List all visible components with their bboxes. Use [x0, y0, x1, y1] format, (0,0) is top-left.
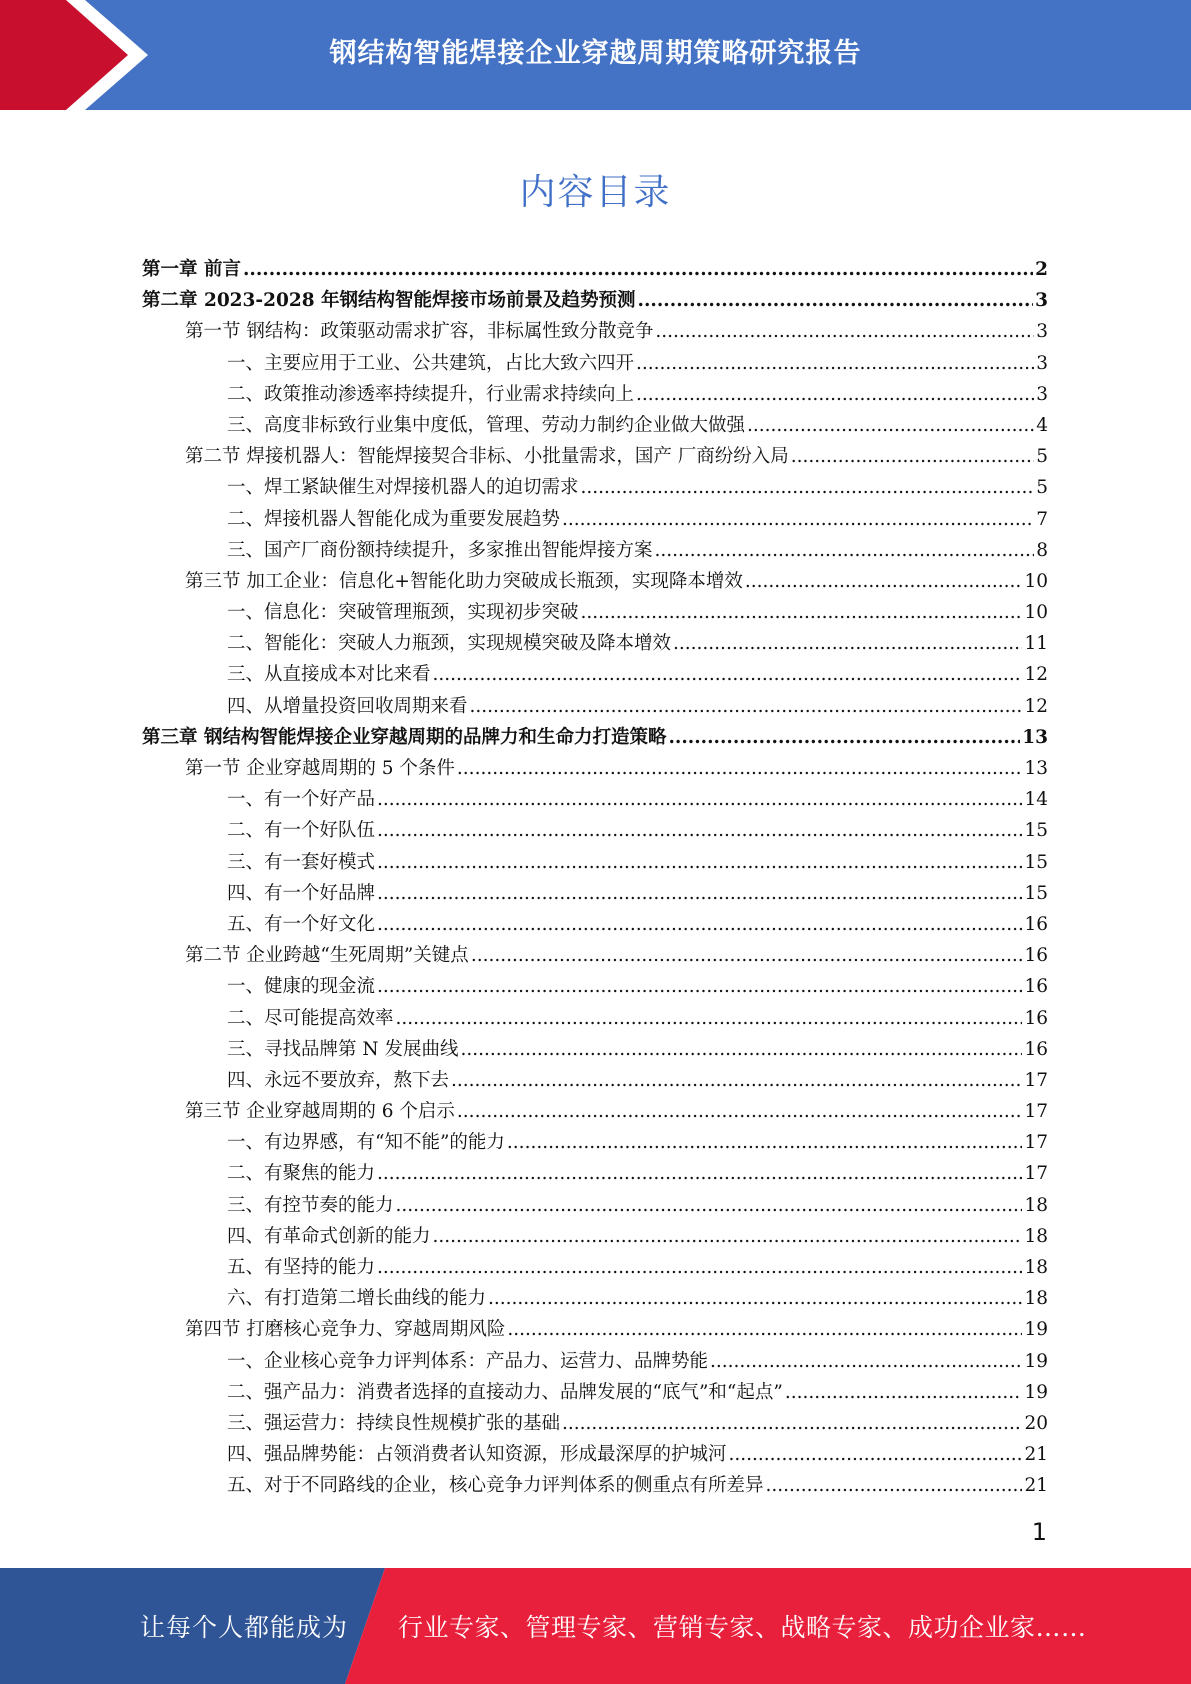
footer-banner — [0, 1568, 1191, 1684]
toc-entry-page: 17 — [1024, 1163, 1048, 1185]
document-title: 钢结构智能焊接企业穿越周期策略研究报告 — [329, 37, 862, 69]
toc-entry[interactable] — [142, 1096, 1048, 1127]
toc-dot-leader — [377, 784, 1022, 815]
toc-dot-leader — [710, 1346, 1022, 1377]
toc-entry-text: 第二节 焊接机器人：智能焊接契合非标、小批量需求，国产 厂商纷纷入局 — [185, 446, 789, 468]
toc-entry-text: 第三节 加工企业：信息化+智能化助力突破成长瓶颈，实现降本增效 — [185, 570, 743, 592]
toc-entry[interactable] — [142, 441, 1048, 472]
footer-slogan-left: 让每个人都能成为 — [140, 1613, 349, 1642]
toc-entry-page: 17 — [1024, 1101, 1048, 1123]
toc-entry-text: 第四节 打磨核心竞争力、穿越周期风险 — [185, 1319, 506, 1341]
toc-dot-leader — [377, 847, 1022, 878]
toc-entry-text: 第二章 2023-2028 年钢结构智能焊接市场前景及趋势预测 — [142, 290, 636, 312]
toc-dot-leader — [433, 1221, 1023, 1252]
toc-entry-page: 14 — [1024, 789, 1048, 811]
toc-dot-leader — [377, 909, 1022, 940]
toc-entry-text: 二、有聚焦的能力 — [227, 1163, 376, 1185]
toc-dot-leader — [396, 1190, 1023, 1221]
toc-entry-text: 第一章 前言 — [142, 259, 241, 280]
toc-entry-text: 三、寻找品牌第 N 发展曲线 — [227, 1038, 459, 1060]
toc-entry[interactable] — [142, 909, 1048, 940]
toc-entry[interactable] — [142, 285, 1048, 316]
toc-entry-page: 4 — [1036, 414, 1048, 436]
toc-entry-text: 六、有打造第二增长曲线的能力 — [227, 1288, 487, 1310]
toc-dot-leader — [655, 535, 1035, 566]
toc-entry-text: 三、强运营力：持续良性规模扩张的基础 — [227, 1412, 561, 1434]
toc-entry-text: 第一节 钢结构：政策驱动需求扩容，非标属性致分散竞争 — [185, 321, 654, 343]
footer-slogan-right: 行业专家、管理专家、营销专家、战略专家、成功企业家…… — [398, 1613, 1087, 1642]
toc-entry-text: 三、有一套好模式 — [227, 851, 376, 873]
toc-entry-text: 二、强产品力：消费者选择的直接动力、品牌发展的“底气”和“起点” — [227, 1381, 783, 1403]
toc-entry-page: 15 — [1024, 882, 1048, 904]
toc-entry[interactable] — [142, 659, 1048, 690]
page-number: 1 — [1031, 1518, 1047, 1546]
toc-entry-text: 五、对于不同路线的企业，核心竞争力评判体系的侧重点有所差异 — [227, 1475, 764, 1497]
toc-entry-page: 3 — [1036, 383, 1048, 405]
toc-dot-leader — [377, 878, 1022, 909]
toc-entry[interactable] — [142, 1283, 1048, 1314]
toc-entry-text: 三、有控节奏的能力 — [227, 1194, 394, 1216]
toc-entry-page: 10 — [1024, 602, 1048, 624]
toc-dot-leader — [636, 379, 1034, 410]
toc-entry[interactable] — [142, 1408, 1048, 1439]
toc-entry-page: 13 — [1024, 758, 1048, 779]
toc-entry-page: 3 — [1036, 352, 1048, 374]
toc-entry-page: 15 — [1024, 820, 1048, 842]
toc-title: 内容目录 — [519, 172, 672, 213]
toc-dot-leader — [377, 971, 1022, 1002]
toc-entry-page: 19 — [1024, 1381, 1048, 1403]
toc-entry[interactable] — [142, 1346, 1048, 1377]
toc-dot-leader — [507, 1127, 1023, 1158]
toc-entry-page: 10 — [1024, 570, 1048, 592]
toc-entry-text: 第二节 企业跨越“生死周期”关键点 — [185, 945, 469, 967]
toc-entry-page: 18 — [1024, 1288, 1048, 1310]
toc-entry[interactable] — [142, 1190, 1048, 1221]
arrow-logo-icon — [0, 0, 160, 110]
toc-entry[interactable] — [142, 410, 1048, 441]
toc-entry-page: 16 — [1024, 1038, 1048, 1060]
toc-entry-text: 一、焊工紧缺催生对焊接机器人的迫切需求 — [227, 477, 579, 499]
toc-entry-text: 二、焊接机器人智能化成为重要发展趋势 — [227, 508, 561, 530]
toc-entry-text: 一、主要应用于工业、公共建筑，占比大致六四开 — [227, 352, 635, 374]
toc-dot-leader — [243, 254, 1033, 285]
toc-entry-text: 一、健康的现金流 — [227, 976, 376, 998]
toc-entry-text: 第一节 企业穿越周期的 5 个条件 — [185, 758, 455, 779]
toc-entry[interactable] — [142, 535, 1048, 566]
toc-entry-text: 四、强品牌势能：占领消费者认知资源，形成最深厚的护城河 — [227, 1444, 727, 1466]
toc-dot-leader — [471, 940, 1023, 971]
toc-entry[interactable] — [142, 1470, 1048, 1501]
toc-entry[interactable] — [142, 815, 1048, 846]
toc-entry-page: 18 — [1024, 1257, 1048, 1278]
toc-entry-page: 3 — [1036, 321, 1048, 343]
toc-entry-page: 18 — [1024, 1225, 1048, 1247]
toc-dot-leader — [451, 1065, 1022, 1096]
toc-entry[interactable] — [142, 940, 1048, 971]
toc-entry-text: 一、有一个好产品 — [227, 789, 376, 811]
toc-entry-text: 四、永远不要放弃，熬下去 — [227, 1069, 450, 1091]
toc-entry-page: 21 — [1024, 1475, 1048, 1497]
toc-dot-leader — [729, 1439, 1023, 1470]
toc-entry-page: 8 — [1036, 539, 1048, 561]
toc-dot-leader — [581, 472, 1035, 503]
toc-entry[interactable] — [142, 1314, 1048, 1345]
toc-dot-leader — [457, 753, 1023, 784]
toc-entry-text: 四、有一个好品牌 — [227, 882, 376, 904]
toc-entry[interactable] — [142, 348, 1048, 379]
toc-entry[interactable] — [142, 472, 1048, 503]
toc-entry[interactable] — [142, 379, 1048, 410]
toc-dot-leader — [377, 1158, 1022, 1189]
toc-dot-leader — [785, 1377, 1023, 1408]
toc-dot-leader — [638, 285, 1034, 316]
toc-dot-leader — [488, 1283, 1022, 1314]
toc-dot-leader — [470, 691, 1023, 722]
toc-entry[interactable] — [142, 1439, 1048, 1470]
toc-dot-leader — [377, 815, 1022, 846]
toc-entry-page: 15 — [1024, 851, 1048, 873]
toc-dot-leader — [581, 597, 1023, 628]
toc-entry-page: 13 — [1022, 726, 1048, 748]
toc-entry[interactable] — [142, 971, 1048, 1002]
toc-entry-page: 7 — [1036, 508, 1048, 530]
toc-dot-leader — [562, 504, 1034, 535]
toc-dot-leader — [457, 1096, 1023, 1127]
toc-dot-leader — [791, 441, 1034, 472]
toc-dot-leader — [668, 722, 1020, 753]
toc-entry[interactable] — [142, 847, 1048, 878]
toc-entry-page: 16 — [1024, 1007, 1048, 1029]
toc-entry[interactable] — [142, 254, 1048, 285]
toc-entry[interactable] — [142, 628, 1048, 659]
toc-entry[interactable] — [142, 1127, 1048, 1158]
toc-entry-page: 17 — [1024, 1132, 1048, 1154]
toc-dot-leader — [673, 628, 1022, 659]
toc-dot-leader — [433, 659, 1023, 690]
toc-entry-page: 16 — [1024, 945, 1048, 967]
toc-entry-page: 5 — [1036, 446, 1048, 468]
toc-entry-text: 一、有边界感，有“知不能”的能力 — [227, 1132, 505, 1154]
toc-dot-leader — [507, 1314, 1022, 1345]
toc-entry[interactable] — [142, 1221, 1048, 1252]
toc-entry-page: 21 — [1024, 1444, 1048, 1466]
toc-dot-leader — [655, 316, 1034, 347]
toc-entry-page: 16 — [1024, 976, 1048, 998]
toc-entry-page: 12 — [1024, 695, 1048, 717]
toc-entry-text: 三、从直接成本对比来看 — [227, 664, 431, 686]
toc-entry-text: 五、有坚持的能力 — [227, 1257, 376, 1278]
toc-entry-page: 18 — [1024, 1194, 1048, 1216]
toc-entry[interactable] — [142, 1158, 1048, 1189]
toc-entry[interactable] — [142, 753, 1048, 784]
toc-entry-page: 17 — [1024, 1069, 1048, 1091]
toc-entry-page: 3 — [1035, 290, 1048, 312]
toc-dot-leader — [766, 1470, 1023, 1501]
toc-entry-page: 2 — [1035, 259, 1048, 280]
toc-entry[interactable] — [142, 1034, 1048, 1065]
toc-entry-text: 三、国产厂商份额持续提升，多家推出智能焊接方案 — [227, 539, 653, 561]
toc-entry[interactable] — [142, 316, 1048, 347]
toc-entry-text: 二、尽可能提高效率 — [227, 1007, 394, 1029]
toc-entry[interactable] — [142, 722, 1048, 753]
toc-entry-text: 二、有一个好队伍 — [227, 820, 376, 842]
toc-entry[interactable] — [142, 784, 1048, 815]
toc-entry[interactable] — [142, 1252, 1048, 1283]
toc-entry-text: 一、企业核心竞争力评判体系：产品力、运营力、品牌势能 — [227, 1350, 709, 1372]
toc-dot-leader — [745, 566, 1023, 597]
table-of-contents — [142, 254, 1048, 1502]
toc-entry[interactable] — [142, 1065, 1048, 1096]
toc-entry-text: 三、高度非标致行业集中度低，管理、劳动力制约企业做大做强 — [227, 414, 746, 436]
toc-entry-text: 二、智能化：突破人力瓶颈，实现规模突破及降本增效 — [227, 633, 672, 655]
toc-entry-page: 19 — [1024, 1350, 1048, 1372]
toc-entry[interactable] — [142, 878, 1048, 909]
toc-entry-text: 五、有一个好文化 — [227, 913, 376, 935]
toc-entry-text: 二、政策推动渗透率持续提升，行业需求持续向上 — [227, 383, 635, 405]
toc-entry-text: 四、从增量投资回收周期来看 — [227, 695, 468, 717]
toc-entry-text: 第三章 钢结构智能焊接企业穿越周期的品牌力和生命力打造策略 — [142, 726, 667, 748]
toc-entry-text: 一、信息化：突破管理瓶颈，实现初步突破 — [227, 602, 579, 624]
toc-dot-leader — [396, 1003, 1023, 1034]
toc-dot-leader — [636, 348, 1034, 379]
toc-dot-leader — [747, 410, 1034, 441]
toc-entry-text: 第三节 企业穿越周期的 6 个启示 — [185, 1101, 455, 1123]
toc-dot-leader — [460, 1034, 1022, 1065]
toc-entry[interactable] — [142, 1003, 1048, 1034]
toc-entry-page: 11 — [1024, 633, 1048, 655]
toc-entry-page: 16 — [1024, 913, 1048, 935]
toc-entry[interactable] — [142, 566, 1048, 597]
toc-dot-leader — [562, 1408, 1022, 1439]
header-banner — [0, 0, 1191, 110]
toc-entry[interactable] — [142, 1377, 1048, 1408]
toc-entry[interactable] — [142, 691, 1048, 722]
toc-entry-page: 19 — [1024, 1319, 1048, 1341]
toc-entry[interactable] — [142, 597, 1048, 628]
toc-entry-page: 20 — [1024, 1412, 1048, 1434]
toc-entry[interactable] — [142, 504, 1048, 535]
toc-entry-page: 12 — [1024, 664, 1048, 686]
toc-entry-page: 5 — [1036, 477, 1048, 499]
toc-dot-leader — [377, 1252, 1022, 1283]
toc-entry-text: 四、有革命式创新的能力 — [227, 1225, 431, 1247]
